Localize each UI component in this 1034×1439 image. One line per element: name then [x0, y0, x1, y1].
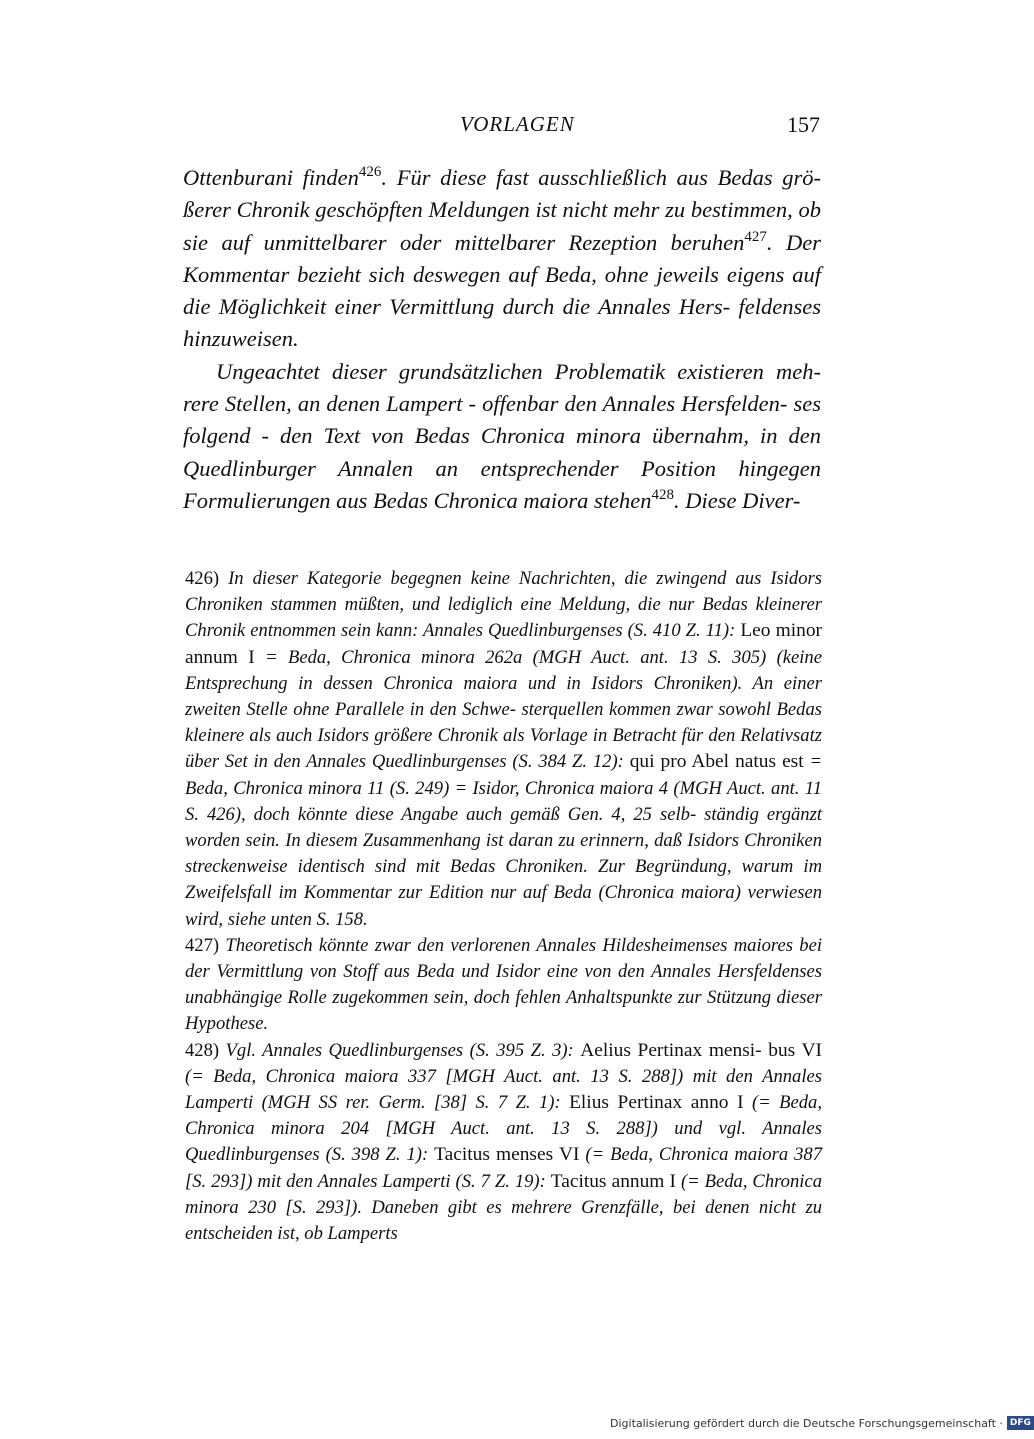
text-run: . Diese Diver-: [674, 487, 801, 513]
page-number: 157: [787, 112, 820, 137]
footnote-text: Theoretisch könnte zwar den verlorenen Annales Hildesheimenses maiores bei der Vermittlung von Stoff aus Beda und Isidor eine von den Annales Hersfeldenses unabhängige Rolle zugekommen sein, doch fehlen Anhaltspunkte zur Stützung dieser Hypothese.: [185, 934, 822, 1035]
source-quote: Aelius Pertinax mensi- bus VI: [580, 1039, 822, 1061]
footnote-text: (= Beda, Chronica maiora 387 [S. 293]) mit den Annales Lamperti (S. 7 Z. 19):: [185, 1144, 823, 1192]
body-paragraph: [183, 162, 821, 356]
footnote-text: (= Beda, Chronica maiora 337 [MGH Auct. ant. 13 S. 288]) mit den Annales Lamperti (MGH SS rer. Germ. [38] S. 7 Z. 1):: [185, 1065, 822, 1114]
text-run: Ottenburani finden: [183, 165, 359, 190]
footnote-text: (= Beda, Chronica minora 230 [S. 293]). Daneben gibt es mehrere Grenzfälle, bei denen nicht zu entscheiden ist, ob Lamperts: [185, 1170, 822, 1245]
digitization-footer: [610, 1416, 1034, 1430]
source-quote: Elius Pertinax anno I: [569, 1092, 744, 1114]
footnote-428: [185, 1038, 822, 1248]
footnotes: [185, 566, 822, 1247]
text-run: Ungeachtet dieser grundsätzlichen Problematik existieren meh- rere Stellen, an denen Lampert - offenbar den Annales Hersfelden- ses folgend - den Text von Bedas Chronica minora übernahm, in den Quedlinburger Annalen an entsprechender Position hingegen Formulierungen aus Bedas Chronica maiora stehen: [183, 358, 821, 513]
dfg-logo: DFG: [1007, 1416, 1034, 1430]
footnote-ref-427[interactable]: 427: [744, 228, 767, 245]
footnote-text: In dieser Kategorie begegnen keine Nachrichten, die zwingend aus Isidors Chroniken stammen müßten, und lediglich eine Meldung, die nur Bedas kleinerer Chronik entnommen sein kann: Annales Quedlinburgenses (S. 410 Z. 11):: [185, 568, 822, 642]
source-quote: Leo minor annum I: [185, 620, 823, 668]
footnote-ref-426[interactable]: 426: [358, 164, 382, 180]
footnote-text: = Beda, Chronica minora 11 (S. 249) = Isidor, Chronica maiora 4 (MGH Auct. ant. 11 S. 426), doch könnte diese Angabe auch gemäß Gen. 4, 25 selb- ständig ergänzt worden sein. In diesem Zusammenhang ist daran zu erinnern, daß Isidors Chroniken streckenweise identisch sind mit Bedas Chroniken. Zur Begründung, warum im Zweifelsfall im Kommentar zur Edition nur auf Beda (Chronica maiora) verwiesen wird, siehe unten S. 158.: [185, 751, 822, 930]
body-paragraph: [183, 356, 821, 517]
footnote-426: [185, 566, 822, 933]
funding-note: Digitalisierung gefördert durch die Deutsche Forschungsgemeinschaft ·: [610, 1416, 1003, 1430]
running-title: VORLAGEN: [460, 112, 575, 136]
footnote-text: Vgl. Annales Quedlinburgenses (S. 395 Z. 3):: [219, 1039, 581, 1061]
footnote-427: [185, 933, 822, 1038]
text-run: . Der Kommentar bezieht sich deswegen auf Beda, ohne jeweils eigens auf die Möglichkeit einer Vermittlung durch die Annales Hers- feldenses hinzuweisen.: [183, 229, 821, 352]
footnote-ref-428[interactable]: 428: [651, 486, 675, 503]
footnote-text: (= Beda, Chronica minora 204 [MGH Auct. ant. 13 S. 288]) und vgl. Annales Quedlinburgenses (S. 398 Z. 1):: [185, 1092, 822, 1166]
footnote-number: 426): [185, 568, 220, 589]
source-quote: Tacitus menses VI: [434, 1144, 580, 1166]
footnote-text: = Beda, Chronica minora 262a (MGH Auct. ant. 13 S. 305) (keine Entsprechung in dessen Chronica maiora und in Isidors Chroniken). An einer zweiten Stelle ohne Parallele in den Schwe- sterquellen kommen zwar sowohl Bedas kleinere als auch Isidors größere Chronik als Vorlage in Betracht für den Relativsatz über Set in den Annales Quedlinburgenses (S. 384 Z. 12):: [185, 646, 822, 773]
footnote-number: 427): [185, 934, 220, 956]
source-quote: Tacitus annum I: [550, 1170, 676, 1192]
main-text: [183, 162, 821, 517]
text-run: . Für diese fast ausschließlich aus Bedas grö- ßerer Chronik geschöpften Meldungen ist nicht mehr zu bestimmen, ob sie auf unmittelbarer oder mittelbarer Rezeption beruhen: [183, 165, 821, 255]
footnote-number: 428): [185, 1039, 220, 1061]
source-quote: qui pro Abel natus est: [629, 751, 804, 773]
